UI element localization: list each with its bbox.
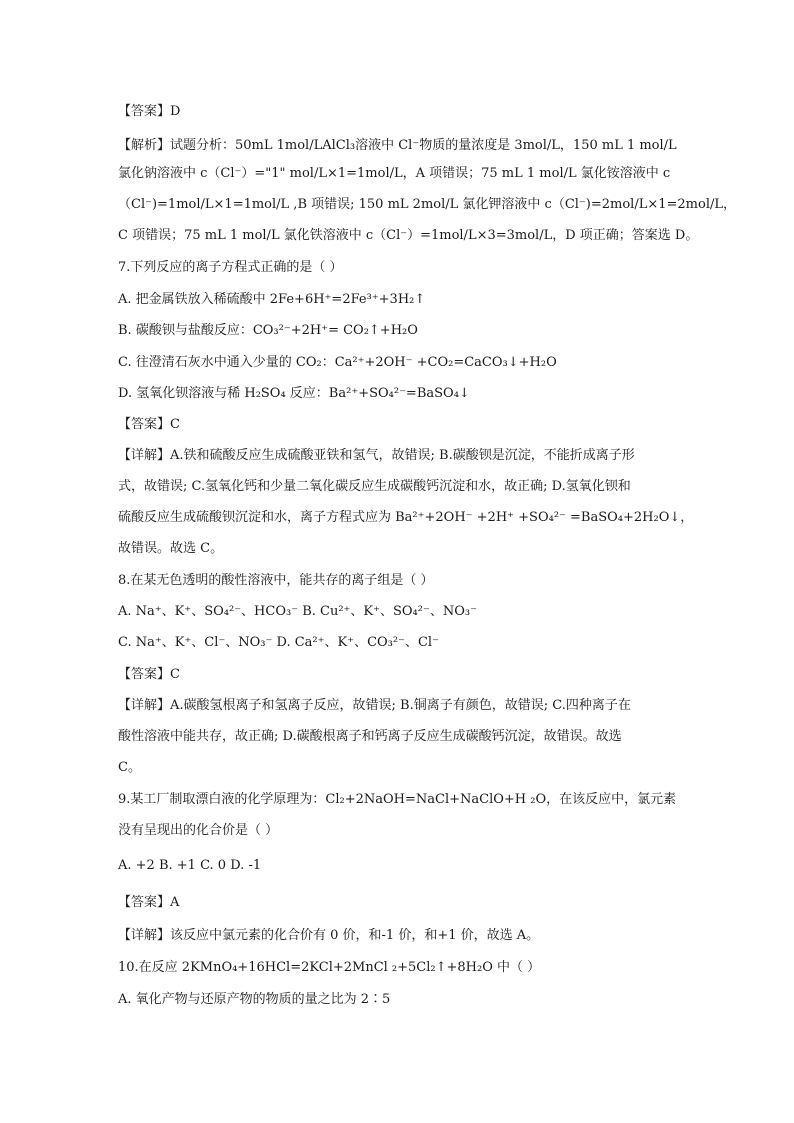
q9-answer: 【答案】A [118, 895, 180, 910]
q10-stem: 10.在反应 2KMnO₄+16HCl=2KCl+2MnCl ₂+5Cl₂↑+8H₂O 中（ ） [118, 960, 541, 975]
q9-options: A. +2 B. +1 C. 0 D. -1 [118, 858, 262, 873]
q7-stem: 7.下列反应的离子方程式正确的是（ ） [118, 260, 343, 275]
q7-detail-line-4: 故错误。故选 C。 [118, 541, 224, 556]
q8-options-cd: C. Na⁺、K⁺、Cl⁻、NO₃⁻ D. Ca²⁺、K⁺、CO₃²⁻、Cl⁻ [118, 635, 439, 650]
q10-option-a: A. 氧化产物与还原产物的物质的量之比为 2∶5 [118, 992, 391, 1007]
q8-options-ab: A. Na⁺、K⁺、SO₄²⁻、HCO₃⁻ B. Cu²⁺、K⁺、SO₄²⁻、NO₃⁻ [118, 604, 477, 619]
q7-option-b: B. 碳酸钡与盐酸反应：CO₃²⁻+2H⁺= CO₂↑+H₂O [118, 323, 418, 338]
q7-answer: 【答案】C [118, 417, 180, 432]
q9-stem-line-1: 9.某工厂制取漂白液的化学原理为：Cl₂+2NaOH=NaCl+NaClO+H ₂O，在该反应中，氯元素 [118, 792, 677, 807]
q7-detail-line-3: 硫酸反应生成硫酸钡沉淀和水，离子方程式应为 Ba²⁺+2OH⁻ +2H⁺ +SO₄²⁻ =BaSO₄+2H₂O↓， [118, 510, 694, 525]
q7-option-c: C. 往澄清石灰水中通入少量的 CO₂：Ca²⁺+2OH⁻ +CO₂=CaCO₃↓+H₂O [118, 355, 557, 370]
q9-detail: 【详解】该反应中氯元素的化合价有 0 价，和-1 价，和+1 价，故选 A。 [118, 928, 540, 943]
q6-analysis-line-3: （Cl⁻)=1mol/L×1=1mol/L ,B 项错误; 150 mL 2mol/L 氯化钾溶液中 c（Cl⁻)=2mol/L×1=2mol/L， [118, 197, 736, 212]
q8-answer: 【答案】C [118, 667, 180, 682]
q6-analysis-line-1: 【解析】试题分析：50mL 1mol/LAlCl₃溶液中 Cl⁻物质的量浓度是 3mol/L，150 mL 1 mol/L [118, 138, 677, 153]
q7-detail-line-2: 式，故错误; C.氢氧化钙和少量二氧化碳反应生成碳酸钙沉淀和水，故正确; D.氢氧化钡和 [118, 479, 631, 494]
q6-answer: 【答案】D [118, 104, 181, 119]
q7-option-a: A. 把金属铁放入稀硫酸中 2Fe+6H⁺=2Fe³⁺+3H₂↑ [118, 292, 426, 307]
q8-detail-line-2: 酸性溶液中能共存，故正确; D.碳酸根离子和钙离子反应生成碳酸钙沉淀，故错误。故选 [118, 729, 622, 744]
q7-option-d: D. 氢氧化钡溶液与稀 H₂SO₄ 反应：Ba²⁺+SO₄²⁻=BaSO₄↓ [118, 386, 470, 401]
q7-detail-line-1: 【详解】A.铁和硫酸反应生成硫酸亚铁和氢气，故错误; B.碳酸钡是沉淀，不能折成离子形 [118, 448, 635, 463]
q8-stem: 8.在某无色透明的酸性溶液中，能共存的离子组是（ ） [118, 573, 434, 588]
q6-analysis-line-2: 氯化钠溶液中 c（Cl⁻）="1" mol/L×1=1mol/L，A 项错误；75 mL 1 mol/L 氯化铵溶液中 c [118, 166, 671, 181]
q9-stem-line-2: 没有呈现出的化合价是（ ） [118, 823, 279, 838]
q8-detail-line-3: C。 [118, 760, 141, 775]
q8-detail-line-1: 【详解】A.碳酸氢根离子和氢离子反应，故错误; B.铜离子有颜色，故错误; C.四种离子在 [118, 698, 631, 713]
q6-analysis-line-4: C 项错误；75 mL 1 mol/L 氯化铁溶液中 c（Cl⁻）=1mol/L×3=3mol/L，D 项正确；答案选 D。 [118, 228, 699, 243]
